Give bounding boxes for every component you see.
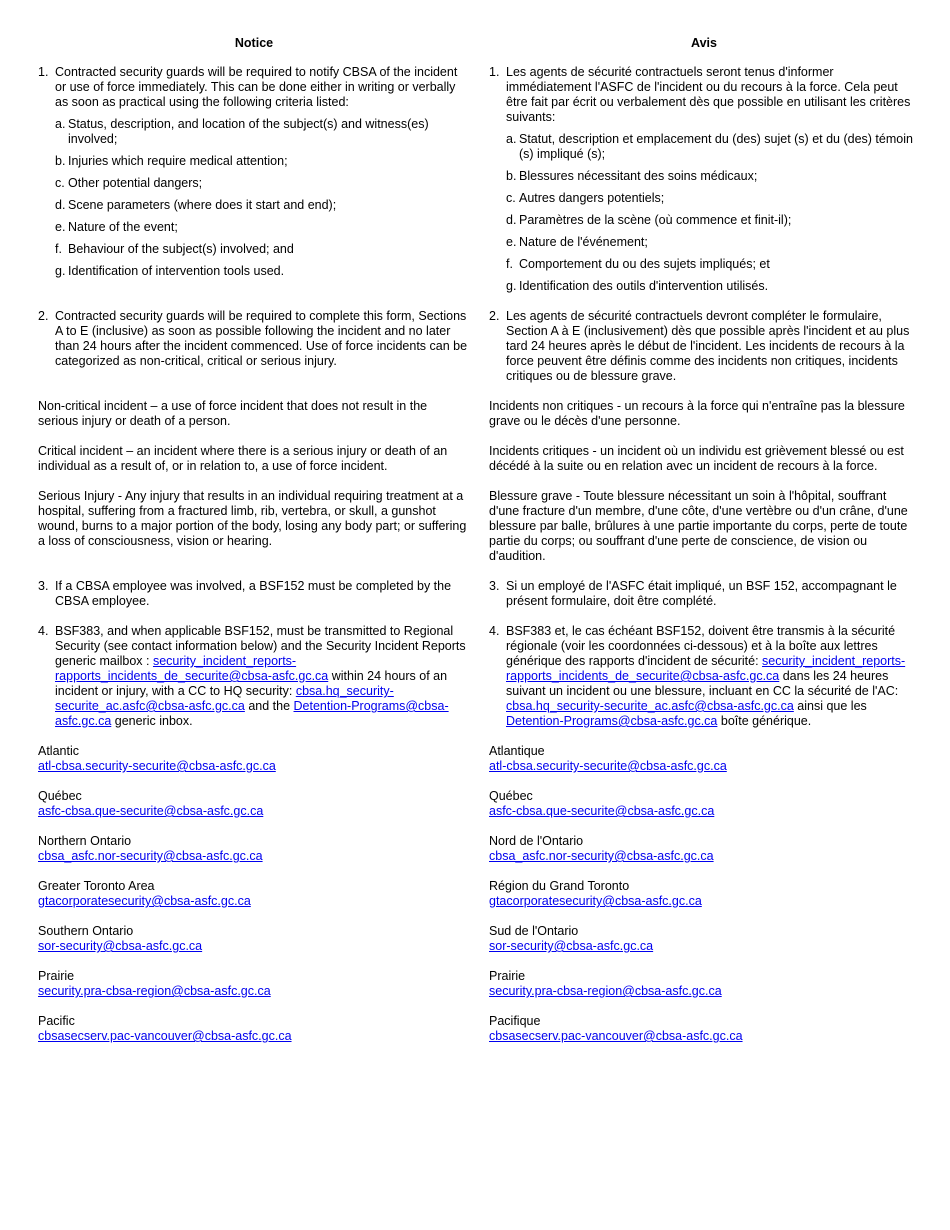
list-item: g. Identification of intervention tools used. [55, 264, 285, 278]
region-email-link[interactable]: asfc-cbsa.que-securite@cbsa-asfc.gc.ca [38, 804, 264, 818]
english-column [38, 36, 470, 1044]
item-text: Contracted security guards will be required to notify CBSA of the incident or use of force immediately. This can be done either in writing or verbally as soon as practical using the following criteria listed: [55, 65, 458, 109]
list-item: f. Behaviour of the subject(s) involved; and [55, 242, 294, 256]
en-regional-contacts [38, 744, 470, 1044]
item-number: 4. [38, 624, 49, 638]
item-number: 3. [489, 579, 500, 593]
region-email-link[interactable]: security.pra-cbsa-region@cbsa-asfc.gc.ca [489, 984, 722, 998]
region-email-link[interactable]: cbsa_asfc.nor-security@cbsa-asfc.gc.ca [489, 849, 714, 863]
french-column [489, 36, 919, 1044]
list-item: d. Paramètres de la scène (où commence et finit-il); [506, 213, 792, 227]
serious-injury-definition: Blessure grave - Toute blessure nécessitant un soin à l'hôpital, souffrant d'une fracture d'un membre, d'une côte, d'une vertèbre ou d'un crâne, d'une blessure par balle, brûlures à une partie importante du corps, perte de toute partie du corps; ou souffrant d'une perte de conscience, de vision ou d'audition. [489, 489, 908, 563]
hq-security-link[interactable]: cbsa.hq_security-securite_ac.asfc@cbsa-asfc.gc.ca [55, 684, 394, 713]
en-item-2 [38, 309, 470, 369]
list-item: a. Status, description, and location of the subject(s) and witness(es) involved; [55, 117, 429, 146]
region-contact: Pacific cbsasecserv.pac-vancouver@cbsa-asfc.gc.ca [38, 1014, 292, 1043]
notice-title: Notice [234, 36, 274, 50]
item-number: 2. [489, 309, 500, 323]
list-item: f. Comportement du ou des sujets impliqués; et [506, 257, 770, 271]
region-email-link[interactable]: cbsa_asfc.nor-security@cbsa-asfc.gc.ca [38, 849, 263, 863]
hq-security-link[interactable]: cbsa.hq_security-securite_ac.asfc@cbsa-asfc.gc.ca [506, 699, 794, 713]
region-contact: Southern Ontario sor-security@cbsa-asfc.gc.ca [38, 924, 203, 953]
item-text: Les agents de sécurité contractuels devront compléter le formulaire, Section A à E (inclusivement) dès que possible après l'incident et au plus tard 24 heures après le début de l'incident. Les incidents de recours à la force peuvent être définis comme des incidents non critiques, incidents critiques ou de blessure grave. [506, 309, 910, 383]
list-item: d. Scene parameters (where does it start and end); [55, 198, 337, 212]
incident-reports-mailbox-link[interactable]: security_incident_reports-rapports_incidents_de_securite@cbsa-asfc.gc.ca [506, 654, 906, 683]
item-number: 2. [38, 309, 49, 323]
region-contact: Région du Grand Toronto gtacorporatesecurity@cbsa-asfc.gc.ca [489, 879, 702, 908]
list-item: c. Other potential dangers; [55, 176, 203, 190]
item-text: BSF383 et, le cas échéant BSF152, doivent être transmis à la sécurité régionale (voir les coordonnées ci-dessous) et à la boîte aux lettres générique des rapports d'incident de sécurité: security_incident_reports-rapports_incidents_de_securite@cbsa-asfc.gc.ca dans les 24 heures suivant un incident ou une blessure, incluant en CC la sécurité de l'AC: cbsa.hq_security-securite_ac.asfc@cbsa-asfc.gc.ca ainsi que les Detention-Programs@cbsa-asfc.gc.ca boîte générique. [506, 624, 906, 728]
en-criteria-list [38, 117, 470, 279]
item-number: 3. [38, 579, 49, 593]
item-text: Contracted security guards will be required to complete this form, Sections A to E (inclusive) as soon as possible following the incident and no later than 24 hours after the incident commenced. Use of force incidents can be categorized as non-critical, critical or serious injury. [55, 309, 468, 368]
region-email-link[interactable]: security.pra-cbsa-region@cbsa-asfc.gc.ca [38, 984, 271, 998]
list-item: e. Nature de l'événement; [506, 235, 648, 249]
critical-definition: Critical incident – an incident where there is a serious injury or death of an individual as a result of, or in relation to, a use of force incident. [38, 444, 448, 473]
fr-item-1 [489, 65, 919, 125]
detention-programs-link[interactable]: Detention-Programs@cbsa-asfc.gc.ca [55, 699, 449, 728]
fr-item-2 [489, 309, 919, 384]
item-text: Si un employé de l'ASFC était impliqué, un BSF 152, accompagnant le présent formulaire, doit être complété. [506, 579, 897, 608]
region-email-link[interactable]: atl-cbsa.security-securite@cbsa-asfc.gc.ca [489, 759, 727, 773]
region-contact: Prairie security.pra-cbsa-region@cbsa-asfc.gc.ca [489, 969, 722, 998]
non-critical-definition: Non-critical incident – a use of force incident that does not result in the serious injury or death of a person. [38, 399, 428, 428]
region-contact: Atlantic atl-cbsa.security-securite@cbsa-asfc.gc.ca [38, 744, 276, 773]
region-email-link[interactable]: atl-cbsa.security-securite@cbsa-asfc.gc.ca [38, 759, 276, 773]
item-text: If a CBSA employee was involved, a BSF152 must be completed by the CBSA employee. [55, 579, 452, 608]
item-number: 1. [489, 65, 500, 79]
region-email-link[interactable]: asfc-cbsa.que-securite@cbsa-asfc.gc.ca [489, 804, 715, 818]
region-contact: Greater Toronto Area gtacorporatesecurity@cbsa-asfc.gc.ca [38, 879, 251, 908]
fr-criteria-list [489, 132, 919, 294]
region-contact: Northern Ontario cbsa_asfc.nor-security@cbsa-asfc.gc.ca [38, 834, 263, 863]
list-item: b. Blessures nécessitant des soins médicaux; [506, 169, 758, 183]
region-email-link[interactable]: gtacorporatesecurity@cbsa-asfc.gc.ca [489, 894, 702, 908]
region-contact: Québec asfc-cbsa.que-securite@cbsa-asfc.gc.ca [489, 789, 715, 818]
region-email-link[interactable]: sor-security@cbsa-asfc.gc.ca [489, 939, 654, 953]
region-contact: Nord de l'Ontario cbsa_asfc.nor-security@cbsa-asfc.gc.ca [489, 834, 714, 863]
region-email-link[interactable]: sor-security@cbsa-asfc.gc.ca [38, 939, 203, 953]
region-email-link[interactable]: gtacorporatesecurity@cbsa-asfc.gc.ca [38, 894, 251, 908]
region-contact: Québec asfc-cbsa.que-securite@cbsa-asfc.gc.ca [38, 789, 264, 818]
region-contact: Sud de l'Ontario sor-security@cbsa-asfc.gc.ca [489, 924, 654, 953]
detention-programs-link[interactable]: Detention-Programs@cbsa-asfc.gc.ca [506, 714, 718, 728]
serious-injury-definition: Serious Injury - Any injury that results in an individual requiring treatment at a hospital, suffering from a fractured limb, rib, vertebra, or skull, a gunshot wound, burns to a major portion of the body, losing any body part; or suffering a loss of consciousness, vision or hearing. [38, 489, 467, 548]
fr-regional-contacts [489, 744, 919, 1044]
list-item: b. Injuries which require medical attention; [55, 154, 288, 168]
en-item-3 [38, 579, 470, 609]
region-email-link[interactable]: cbsasecserv.pac-vancouver@cbsa-asfc.gc.ca [38, 1029, 292, 1043]
region-contact: Pacifique cbsasecserv.pac-vancouver@cbsa-asfc.gc.ca [489, 1014, 743, 1043]
region-contact: Prairie security.pra-cbsa-region@cbsa-asfc.gc.ca [38, 969, 271, 998]
avis-title: Avis [691, 36, 717, 50]
list-item: c. Autres dangers potentiels; [506, 191, 665, 205]
item-number: 4. [489, 624, 500, 638]
list-item: g. Identification des outils d'intervention utilisés. [506, 279, 769, 293]
region-email-link[interactable]: cbsasecserv.pac-vancouver@cbsa-asfc.gc.ca [489, 1029, 743, 1043]
fr-item-3 [489, 579, 919, 609]
list-item: e. Nature of the event; [55, 220, 178, 234]
critical-definition: Incidents critiques - un incident où un individu est grièvement blessé ou est décédé à la suite ou en relation avec un incident de recours à la force. [489, 444, 904, 473]
item-text: BSF383, and when applicable BSF152, must be transmitted to Regional Security (see contact information below) and the Security Incident Reports generic mailbox : security_incident_reports-rapports_incidents_de_securite@cbsa-asfc.gc.ca within 24 hours of an incident or injury, with a CC to HQ security: cbsa.hq_security-securite_ac.asfc@cbsa-asfc.gc.ca and the Detention-Programs@cbsa-asfc.gc.ca generic inbox. [55, 624, 466, 728]
fr-item-4 [489, 624, 919, 729]
item-text: Les agents de sécurité contractuels seront tenus d'informer immédiatement l'ASFC de l'incident ou du recours à la force. Cela peut être fait par écrit ou verbalement dès que possible en utilisant les critères suivants: [506, 65, 911, 124]
non-critical-definition: Incidents non critiques - un recours à la force qui n'entraîne pas la blessure grave ou le décès d'une personne. [489, 399, 905, 428]
incident-reports-mailbox-link[interactable]: security_incident_reports-rapports_incidents_de_securite@cbsa-asfc.gc.ca [55, 654, 329, 683]
item-number: 1. [38, 65, 49, 79]
region-contact: Atlantique atl-cbsa.security-securite@cbsa-asfc.gc.ca [489, 744, 727, 773]
en-item-4 [38, 624, 470, 729]
en-item-1 [38, 65, 470, 110]
list-item: a. Statut, description et emplacement du (des) sujet (s) et du (des) témoin (s) impliqué (s); [506, 132, 913, 161]
